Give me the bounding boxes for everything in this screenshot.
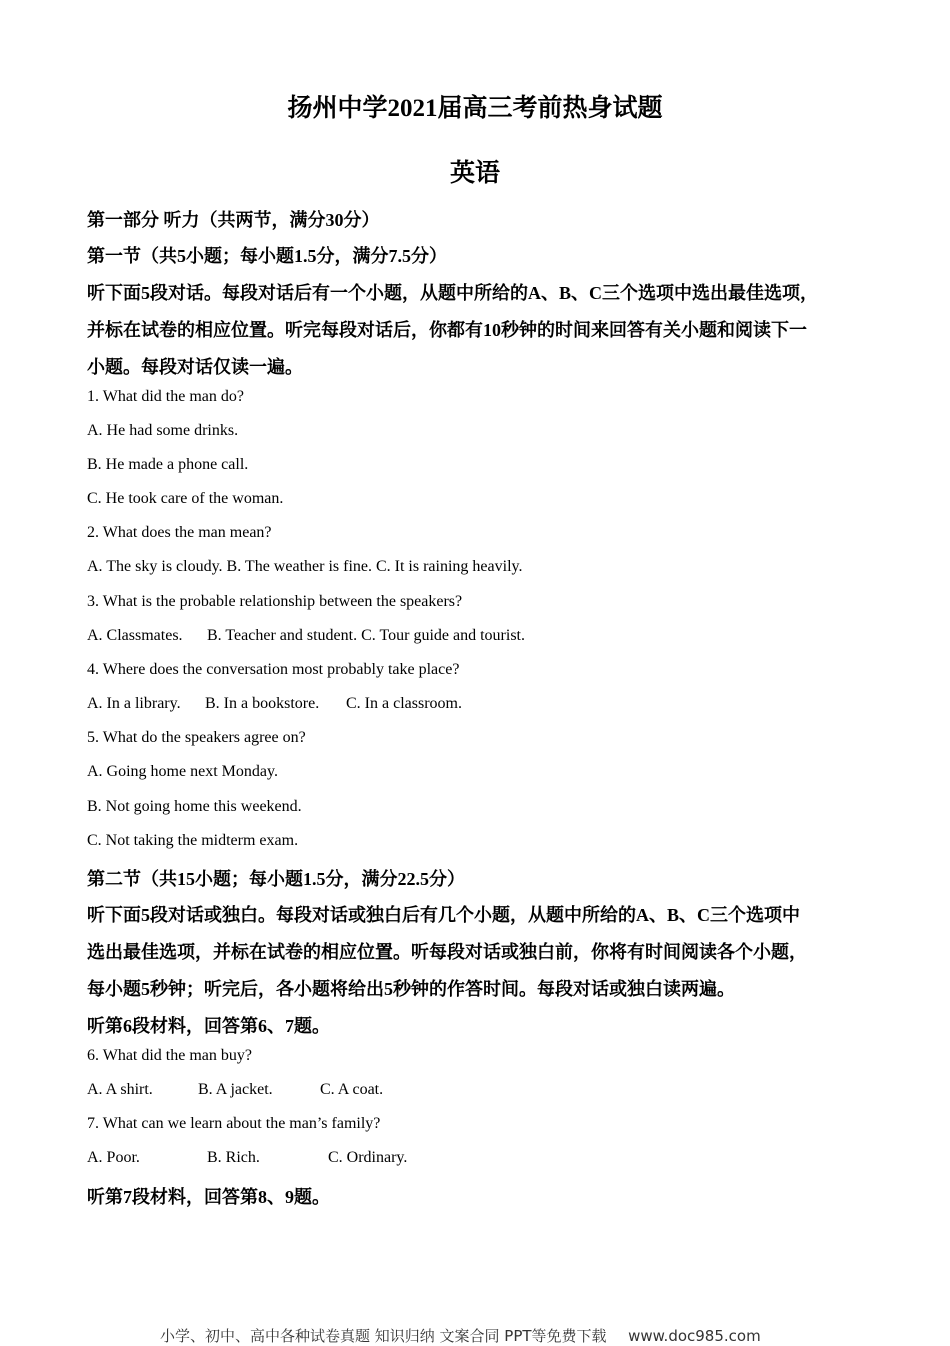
options-7 xyxy=(87,1149,407,1167)
option-5a: A. Going home next Monday. xyxy=(87,763,278,780)
exam-title: 扬州中学2021届高三考前热身试题 xyxy=(287,95,663,122)
material-7-heading: 听第7段材料，回答第8、9题。 xyxy=(87,1187,330,1207)
material-6-heading: 听第6段材料，回答第6、7题。 xyxy=(87,1016,330,1036)
question-1: 1. What did the man do? xyxy=(87,388,244,405)
question-2: 2. What does the man mean? xyxy=(87,524,272,541)
option-7c: C. Ordinary. xyxy=(328,1149,408,1166)
section1-instruction-line: 并标在试卷的相应位置。听完每段对话后，你都有10秒钟的时间来回答有关小题和阅读下一 xyxy=(87,320,807,340)
section2-instruction-line: 每小题5秒钟；听完后，各小题将给出5秒钟的作答时间。每段对话或独白读两遍。 xyxy=(87,979,735,999)
footer-text: 小学、初中、高中各种试卷真题 知识归纳 文案合同 PPT等免费下载 xyxy=(160,1327,607,1345)
question-7: 7. What can we learn about the man’s family? xyxy=(87,1115,381,1132)
footer-url[interactable]: www.doc985.com xyxy=(628,1327,761,1345)
section1-instruction-line: 听下面5段对话。每段对话后有一个小题，从题中所给的A、B、C三个选项中选出最佳选项， xyxy=(87,283,818,303)
option-6b: B. A jacket. xyxy=(198,1081,273,1098)
option-5c: C. Not taking the midterm exam. xyxy=(87,832,299,849)
question-6: 6. What did the man buy? xyxy=(87,1047,252,1064)
option-4a: A. In a library. xyxy=(87,695,181,712)
option-5b: B. Not going home this weekend. xyxy=(87,798,302,815)
section2-heading: 第二节（共15小题；每小题1.5分，满分22.5分） xyxy=(87,869,465,889)
option-4b: B. In a bookstore. xyxy=(205,695,320,712)
option-3a: A. Classmates. xyxy=(87,627,183,644)
option-7a: A. Poor. xyxy=(87,1149,140,1166)
option-7b: B. Rich. xyxy=(207,1149,260,1166)
option-3bc: B. Teacher and student. C. Tour guide and tourist. xyxy=(207,627,525,644)
options-6 xyxy=(87,1081,383,1099)
footer-promo xyxy=(160,1325,761,1346)
options-3 xyxy=(87,627,525,645)
option-4c: C. In a classroom. xyxy=(346,695,462,712)
section2-instruction-line: 选出最佳选项，并标在试卷的相应位置。听每段对话或独白前，你将有时间阅读各个小题， xyxy=(87,942,807,962)
option-6a: A. A shirt. xyxy=(87,1081,153,1098)
options-2: A. The sky is cloudy. B. The weather is fine. C. It is raining heavily. xyxy=(87,558,523,575)
section1-instruction-line: 小题。每段对话仅读一遍。 xyxy=(87,357,303,377)
options-4 xyxy=(87,695,462,713)
option-1b: B. He made a phone call. xyxy=(87,456,249,473)
section1-heading: 第一节（共5小题；每小题1.5分，满分7.5分） xyxy=(87,246,447,266)
option-1c: C. He took care of the woman. xyxy=(87,490,284,507)
question-3: 3. What is the probable relationship between the speakers? xyxy=(87,593,463,610)
part1-heading: 第一部分 听力（共两节，满分30分） xyxy=(87,210,380,230)
section2-instruction-line: 听下面5段对话或独白。每段对话或独白后有几个小题，从题中所给的A、B、C三个选项中 xyxy=(87,905,800,925)
question-5: 5. What do the speakers agree on? xyxy=(87,729,306,746)
question-4: 4. Where does the conversation most probably take place? xyxy=(87,661,460,678)
option-6c: C. A coat. xyxy=(320,1081,384,1098)
subject-title: 英语 xyxy=(449,160,500,187)
option-1a: A. He had some drinks. xyxy=(87,422,239,439)
